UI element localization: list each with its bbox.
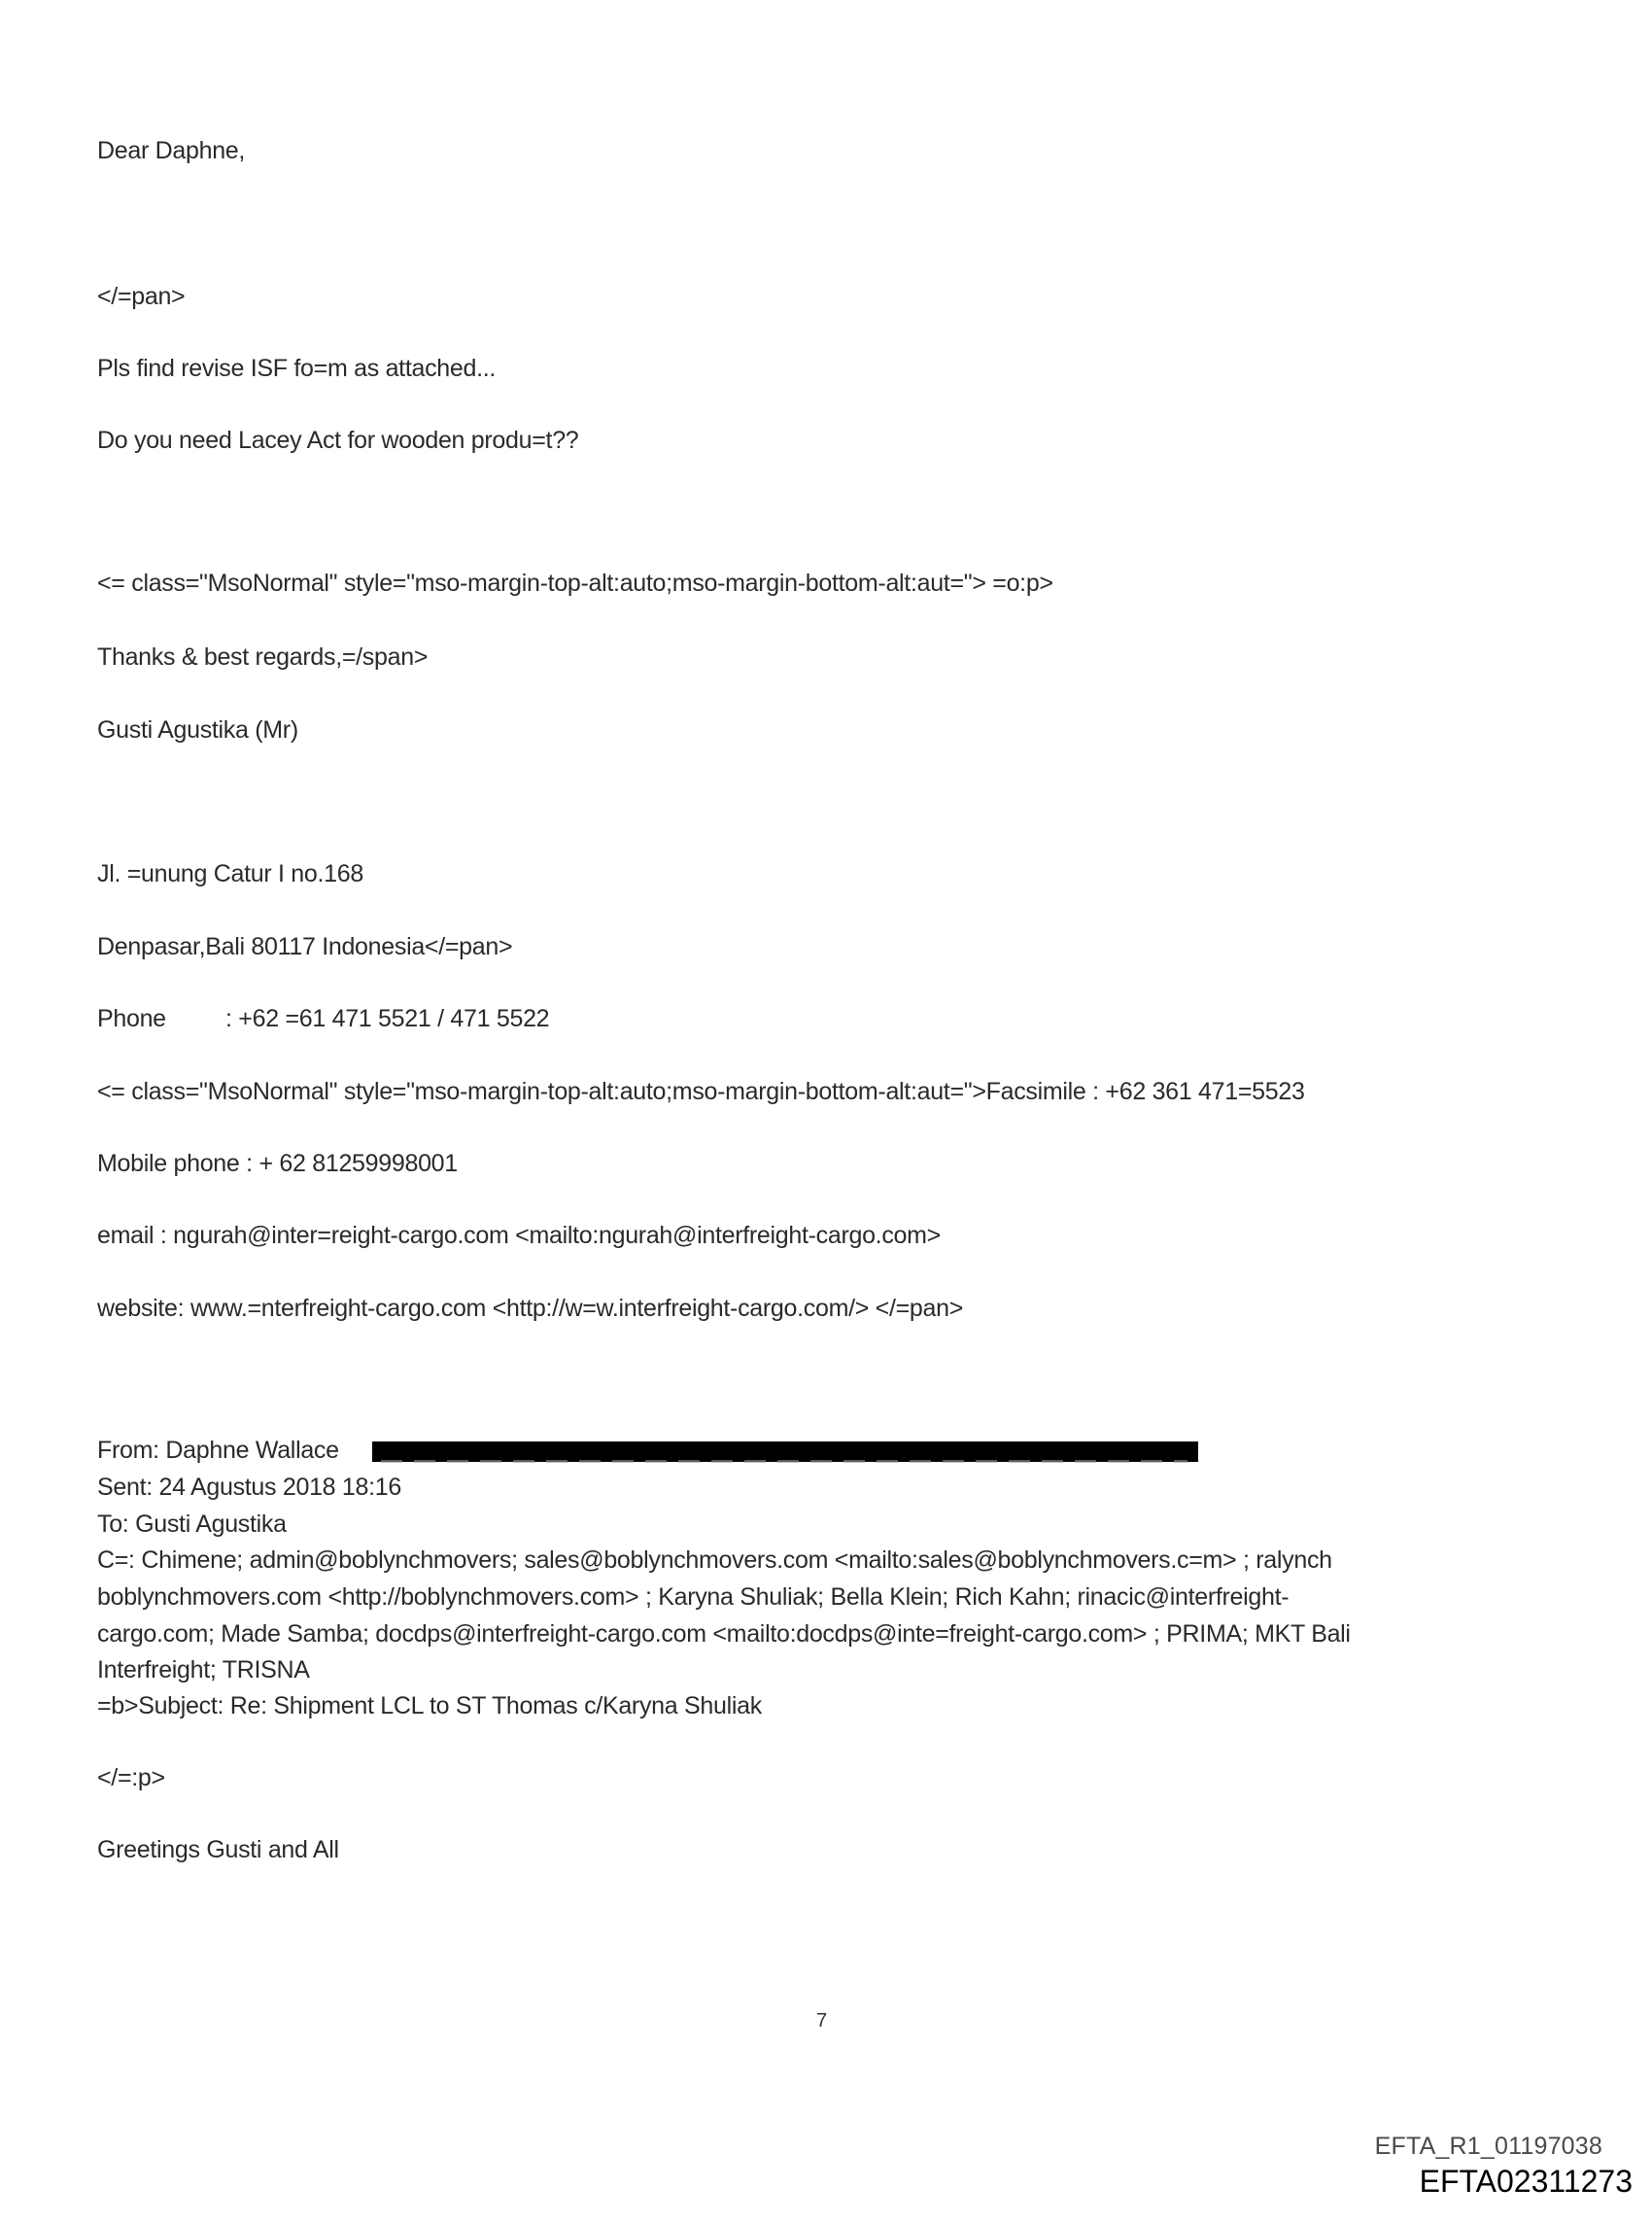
signature-address-line-2: Denpasar,Bali 80117 Indonesia</=pan>	[97, 933, 513, 960]
quoted-cc-line-4: Interfreight; TRISNA	[97, 1656, 310, 1684]
quoted-to: To: Gusti Agustika	[97, 1510, 287, 1538]
quoted-sent: Sent: 24 Agustus 2018 18:16	[97, 1474, 401, 1501]
signature-address-line-1: Jl. =unung Catur I no.168	[97, 860, 363, 887]
signature-name: Gusti Agustika (Mr)	[97, 716, 298, 744]
quoted-stray-markup: </=:p>	[97, 1764, 165, 1791]
redaction-residue	[381, 1460, 1187, 1463]
quoted-cc-line-1: C=: Chimene; admin@boblynchmovers; sales@boblynchmovers.com <mailto:sales@boblynchmovers.c=m> ; ralynch	[97, 1546, 1332, 1574]
signature-email: email : ngurah@inter=reight-cargo.com <mailto:ngurah@interfreight-cargo.com>	[97, 1222, 941, 1249]
quoted-cc-line-3: cargo.com; Made Samba; docdps@interfreight-cargo.com <mailto:docdps@inte=freight-cargo.com> ; PRIMA; MKT Bali	[97, 1620, 1351, 1648]
quoted-greeting: Greetings Gusti and All	[97, 1836, 339, 1863]
stray-markup-span: </=pan>	[97, 283, 186, 310]
phone-label: Phone	[97, 1005, 166, 1032]
signature-facsimile: <= class="MsoNormal" style="mso-margin-top-alt:auto;mso-margin-bottom-alt:aut=">Facsimile : +62 361 471=5523	[97, 1078, 1305, 1105]
quoted-cc-line-2: boblynchmovers.com <http://boblynchmovers.com> ; Karyna Shuliak; Bella Klein; Rich Kahn; rinacic@interfreight-	[97, 1583, 1290, 1611]
signature-phone	[97, 1004, 549, 1033]
signature-website: website: www.=nterfreight-cargo.com <http://w=w.interfreight-cargo.com/> </=pan>	[97, 1295, 964, 1322]
quoted-subject: =b>Subject: Re: Shipment LCL to ST Thomas c/Karyna Shuliak	[97, 1692, 762, 1719]
phone-value: : +62 =61 471 5521 / 471 5522	[225, 1005, 550, 1032]
closing: Thanks & best regards,=/span>	[97, 643, 429, 671]
bates-number-primary: EFTA_R1_01197038	[1374, 2133, 1602, 2160]
signature-mobile: Mobile phone : + 62 81259998001	[97, 1150, 458, 1177]
quoted-from: From: Daphne Wallace	[97, 1437, 339, 1464]
redaction-bar	[372, 1441, 1198, 1462]
body-line-lacey-act: Do you need Lacey Act for wooden produ=t??	[97, 427, 579, 454]
greeting: Dear Daphne,	[97, 137, 246, 164]
body-line-revise-isf: Pls find revise ISF fo=m as attached...	[97, 355, 497, 382]
stray-markup-msonormal: <= class="MsoNormal" style="mso-margin-top-alt:auto;mso-margin-bottom-alt:aut="> =o:p>	[97, 570, 1053, 597]
bates-number-secondary: EFTA02311273	[1419, 2164, 1633, 2199]
page-number: 7	[816, 2010, 828, 2031]
